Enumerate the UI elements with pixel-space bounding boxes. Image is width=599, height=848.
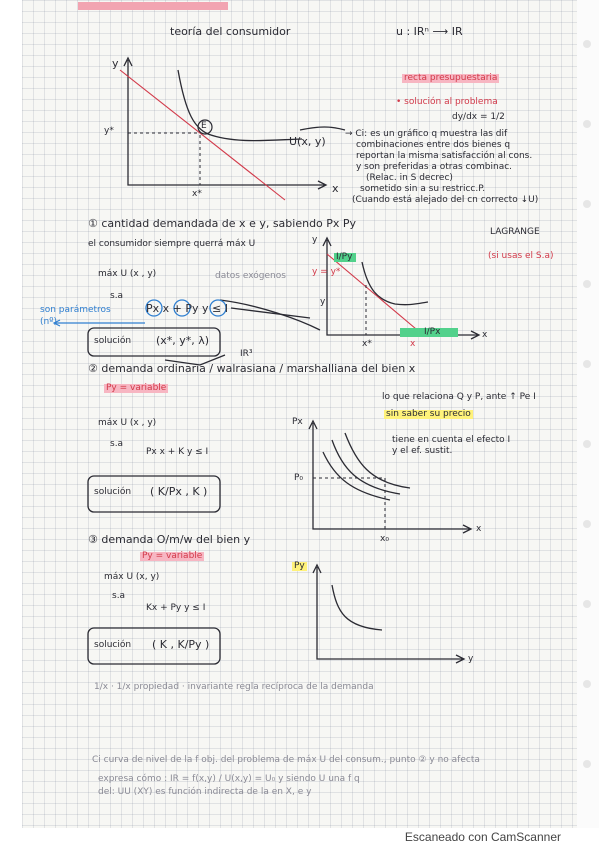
section3-tag: Py = variable: [142, 551, 203, 561]
section2-note2: tiene en cuenta el efecto I: [392, 435, 511, 445]
graph3-p-label: P₀: [294, 473, 304, 483]
section3-heading: ③ demanda O/m/w del bien y: [88, 533, 251, 546]
budget-note-line2: dy/dx = 1/2: [452, 112, 505, 122]
param-label: son parámetros: [40, 305, 111, 315]
section3-st: s.a: [112, 591, 126, 601]
section2-st: s.a: [110, 439, 124, 449]
bottom-note-2: Ci curva de nivel de la f obj. del problema de máx U del consum., punto ② y no afecta: [92, 755, 480, 765]
section3-max: máx U (x, y): [104, 572, 160, 582]
section2-note: lo que relaciona Q y P, ante ↑ Pe I: [382, 392, 536, 402]
graph1-x-label: x: [332, 182, 339, 195]
graph4-axes: [317, 567, 463, 659]
section1-r3: IR³: [240, 349, 253, 359]
budget-note-title: recta presupuestaria: [404, 73, 498, 83]
graph2-intercept-y: I/Py: [336, 252, 353, 262]
section1-constraint: Px x + Py y ≤ I: [146, 302, 228, 315]
section1-exogenous-note: datos exógenos: [215, 271, 286, 281]
bottom-note-4: del: UU (XY) es función indirecta de la en X, e y: [98, 787, 312, 797]
section1-st: s.a: [110, 291, 124, 301]
section2-note3: y el ef. sustit.: [392, 446, 453, 456]
graph2-mark: y: [320, 297, 326, 307]
graph2-x-label: x: [482, 330, 488, 340]
section2-tag: Py = variable: [106, 383, 167, 393]
section2-solution-label: solución: [94, 487, 132, 497]
lagrange-label: LAGRANGE: [490, 227, 540, 237]
param-sub: (nº): [40, 317, 57, 327]
graph1-budget-line: [120, 70, 285, 200]
graph3-x0: x₀: [380, 534, 389, 544]
page-title: teoría del consumidor: [170, 25, 291, 38]
graph2-y-label: y: [312, 235, 318, 245]
scanner-watermark: Escaneado con CamScanner: [404, 830, 561, 844]
section1-max: máx U (x , y): [98, 269, 157, 279]
graph2-y-eq: y = y*: [312, 267, 341, 277]
section1-solution: (x*, y*, λ): [156, 334, 210, 347]
graph1-point-e: E: [201, 121, 207, 131]
lagrange-sub: (si usas el S.a): [488, 251, 554, 261]
graph1-ystar: y*: [104, 126, 114, 136]
graph2-indifference-curve: [362, 262, 428, 305]
graph1-y-label: y: [112, 57, 119, 70]
section2-max: máx U (x , y): [98, 418, 157, 428]
budget-note-line1: • solución al problema: [396, 97, 498, 107]
section1-solution-label: solución: [94, 336, 132, 346]
graph1-xstar: x*: [192, 189, 202, 199]
graph3-demand-curve-1: [323, 452, 390, 500]
section2-constraint: Px x + K y ≤ I: [146, 447, 209, 457]
graph2-budget-line: [327, 254, 422, 334]
graph2-mark-x: x: [410, 339, 416, 349]
graph4-y-label: Py: [294, 561, 305, 571]
section2-heading: ② demanda ordinaria / walrasiana / marshalliana del bien x: [88, 362, 416, 375]
section3-solution: ( K , K/Py ): [152, 638, 210, 651]
graph4-demand-curve: [332, 585, 382, 630]
bottom-note-1: 1/x · 1/x propiedad · invariante regla recíproca de la demanda: [94, 682, 374, 692]
graph2-xstar: x*: [362, 339, 372, 349]
graph4-x-label: y: [468, 654, 474, 664]
section2-note-highlight: sin saber su precio: [386, 409, 471, 419]
graph3-y-label: Px: [292, 417, 303, 427]
function-mapping: u : IRⁿ ⟶ IR: [396, 25, 463, 38]
section3-solution-label: solución: [94, 640, 132, 650]
bottom-note-3: expresa cómo : IR = f(x,y) / U(x,y) = U₀ y siendo U una f q: [98, 774, 360, 784]
graph3-x-label: x: [476, 524, 482, 534]
section1-sub: el consumidor siempre querrá máx U: [88, 239, 256, 249]
section2-solution: ( K/Px , K ): [150, 485, 208, 498]
graph1-curve-label: U(x, y): [289, 135, 326, 148]
graph2-intercept-x: I/Px: [424, 327, 441, 337]
section3-constraint: Kx + Py y ≤ I: [146, 603, 206, 613]
section1-heading: ① cantidad demandada de x e y, sabiendo Px Py: [88, 217, 357, 230]
graph1-axes: [128, 60, 325, 185]
